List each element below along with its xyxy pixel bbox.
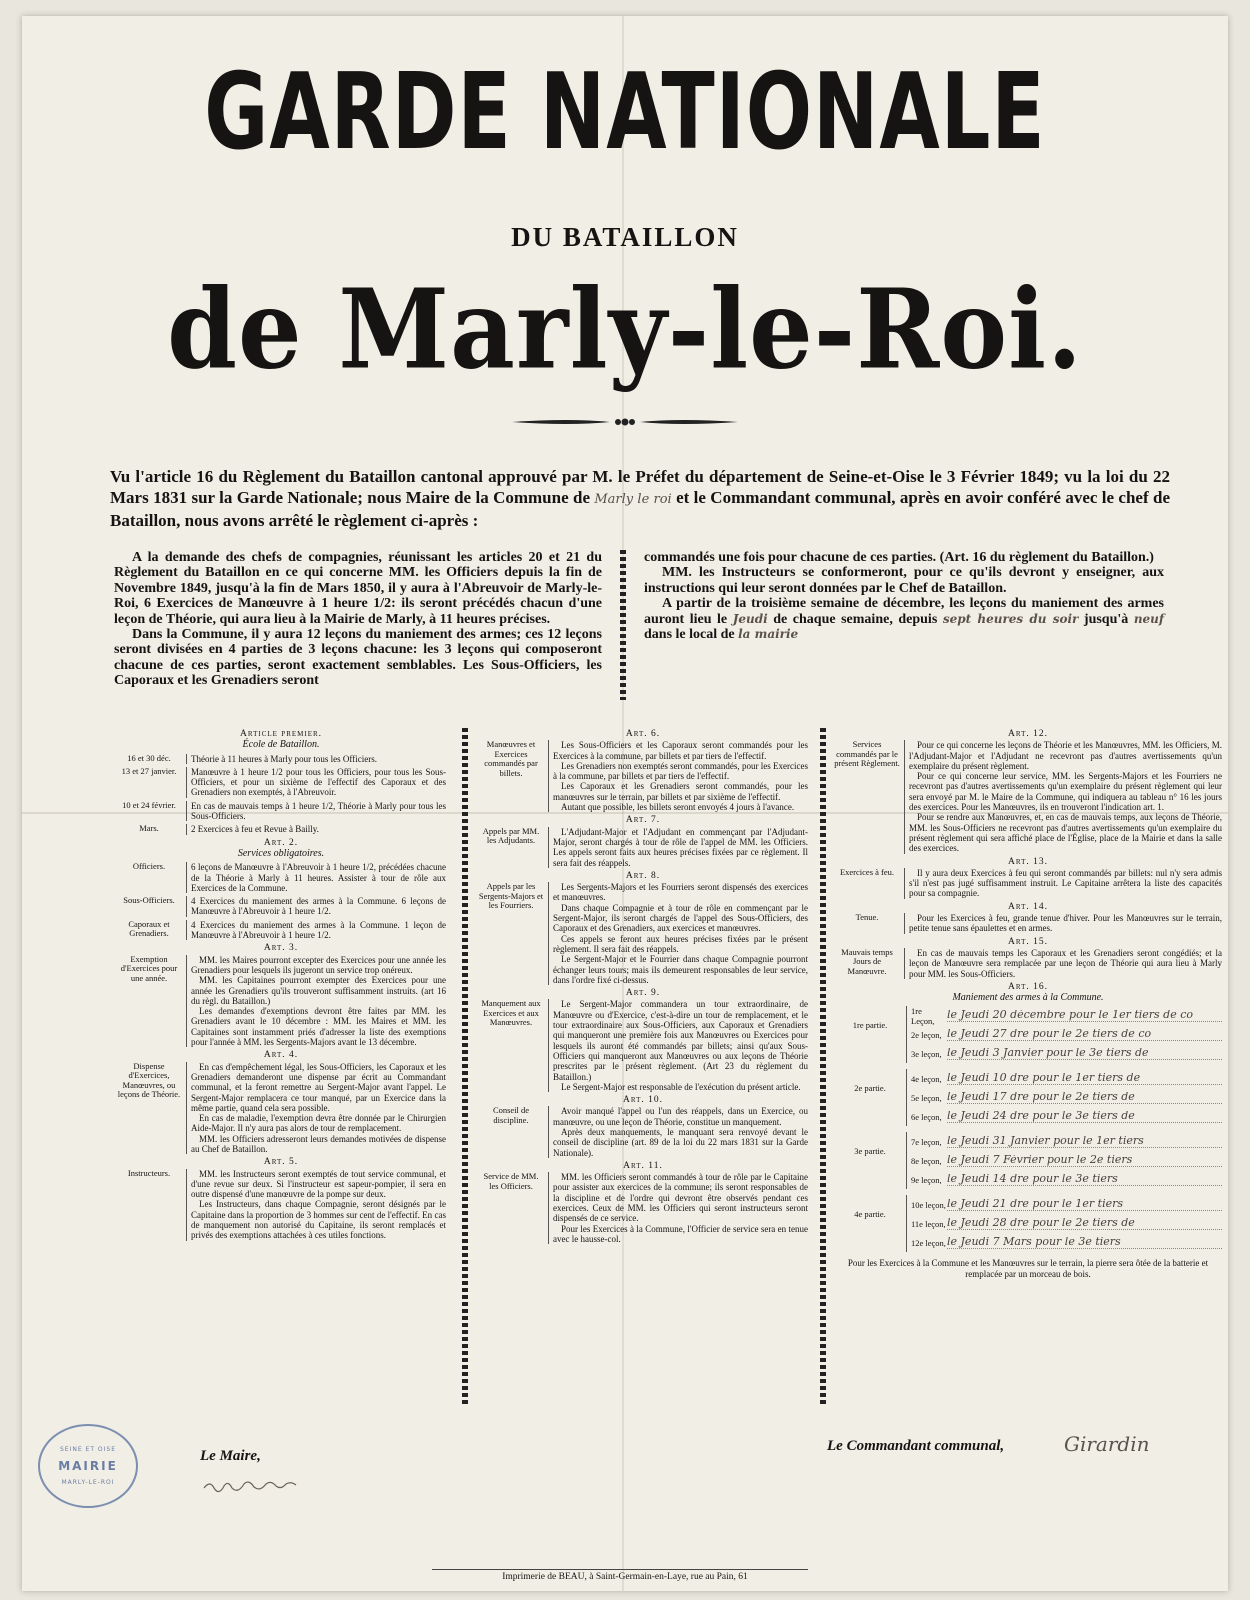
article-row — [834, 948, 1222, 979]
article-heading: Art. 3. — [263, 943, 299, 954]
row-label: Services commandés par le présent Règlement. — [834, 739, 900, 769]
article-heading: Art. 4. — [263, 1050, 299, 1061]
lesson-entry — [911, 1107, 1222, 1126]
lesson-entry — [911, 1069, 1222, 1088]
row-label: Conseil de discipline. — [492, 1105, 530, 1125]
article-row — [478, 882, 808, 985]
poster-title: GARDE NATIONALE — [204, 51, 1046, 174]
article-heading: Art. 8. — [625, 870, 661, 881]
lesson-entry — [911, 1195, 1222, 1214]
row-text — [548, 999, 808, 1092]
article-heading: Art. 11. — [623, 1160, 663, 1171]
handwritten-local: la mairie — [738, 627, 799, 642]
row-label: Tenue. — [855, 912, 879, 923]
lesson-number: 7e leçon, — [911, 1136, 942, 1147]
column-rule — [620, 550, 626, 700]
paragraph: Pour ce qui concerne les leçons de Théorie et les Manœuvres, MM. les Officiers, M. l'Adjudant-Major et l'Adjudant ne recevront pas d'autres avertissements qu'un exemplaire du présent règlement. — [909, 740, 1222, 771]
handwritten-lesson-date: le Jeudi 28 dre pour le 2e tiers de — [947, 1218, 1222, 1229]
paragraph: Autant que possible, les billets seront envoyés 4 jours à l'avance. — [561, 802, 795, 813]
article-heading: Art. 13. — [1007, 856, 1048, 867]
lesson-entry — [911, 1214, 1222, 1233]
paragraph: Les Grenadiers non exemptés seront commandés, pour les Exercices à la commune, par billets et par tiers de l'effectif. — [553, 760, 808, 782]
paragraph: Pour ce qui concerne leur service, MM. les Sergents-Majors et les Fourriers ne recevront pas d'autres avertissements qu'un exemplaire du présent règlement qui leur sera envoyé par M. le Maire de la Commune, qui indiquera au tableau n° 16 les jours des exercices. Pour les Manœuvres, ils en trouveront l'indication art. 1. — [909, 771, 1222, 813]
handwritten-lesson-date: le Jeudi 10 dre pour le 1er tiers de — [947, 1073, 1222, 1084]
row-label: Dispense d'Exercices, Manœuvres, ou leçons de Théorie. — [117, 1060, 181, 1100]
paragraph: Le Sergent-Major commandera un tour extraordinaire, de Manœuvre ou d'Exercice, c'est-à-dire un tour de remplacement, et le tour extraordinaire aux Sous-Officiers, aux Caporaux et Grenadiers qui manqueront une première fois aux Manœuvres ou Exercices pour lesquels ils auront été commandés par billets; ainsi qu'aux Sous-Officiers qui manqueront aux Manœuvres ou aux leçons de Théorie prescrites par le présent règlement. (Art 23 du règlement du Bataillon.) — [553, 999, 808, 1082]
paragraph: Ces appels se feront aux heures précises fixées par le présent règlement. Il sera fait des réappels. — [553, 933, 808, 954]
lesson-entry — [911, 1233, 1222, 1252]
article-heading: Article premier. — [239, 729, 323, 739]
lesson-number: 10e leçon, — [911, 1199, 946, 1210]
paragraph: Après deux manquements, le manquant sera renvoyé devant le conseil de discipline (art. 89 de la loi du 22 mars 1831 sur la Garde Nationale). — [553, 1126, 808, 1158]
row-text: 2 Exercices à feu et Revue à Bailly. — [186, 824, 446, 834]
paragraph: Pour les Exercices à feu, grande tenue d'hiver. Pour les Manœuvres sur le terrain, petite tenue sans épaulettes et en armes. — [909, 913, 1222, 934]
footer-rule — [432, 1569, 808, 1570]
article-row — [478, 1106, 808, 1157]
paragraph: Dans chaque Compagnie et à tour de rôle en commençant par le Sergent-Major, ils seront chargés de l'appel des Sous-Officiers, des Caporaux et des Grenadiers, aux exercices et manœuvres. — [553, 902, 808, 934]
paragraph: Les Sergents-Majors et les Fourriers seront dispensés des exercices et manœuvres. — [553, 882, 808, 903]
lesson-entry — [911, 1088, 1222, 1107]
paragraph: Les Instructeurs, dans chaque Compagnie, seront désignés par le Capitaine dans la proportion de 3 hommes sur cent de l'effectif. En cas de manquement non autorisé du Capitaine, ils seront remplacés et privés des exemptions attachées à ces utiles fonctions. — [191, 1199, 446, 1241]
paragraph: En cas d'empêchement légal, les Sous-Officiers, les Caporaux et les Grenadiers demanderont une dispense par écrit au Commandant communal, et la feront remettre au Sergent-Major avant l'appel. Le Sergent-Major remplacera ce tour manqué, par un Exercice dans la même partie, quand cela sera possible. — [191, 1061, 446, 1113]
article-heading: Art. 14. — [1007, 901, 1048, 912]
row-text — [186, 1169, 446, 1241]
intro-right-paragraph — [644, 596, 1164, 642]
article-row — [116, 1062, 446, 1155]
row-label: Mauvais temps Jours de Manœuvre. — [841, 946, 893, 976]
paragraph: En cas de mauvais temps les Caporaux et les Grenadiers seront congédiés; et la leçon de Manœuvre sera remplacée par une leçon de Théorie qui aura lieu à Marly pour MM. les Sous-Officiers. — [909, 947, 1222, 979]
handwritten-lesson-date: le Jeudi 7 Mars pour le 3e tiers — [947, 1237, 1222, 1248]
paragraph: MM. les Officiers adresseront leurs demandes motivées de dispense au Chef de Bataillon. — [191, 1133, 446, 1154]
intro-right-paragraph: commandés une fois pour chacune de ces parties. (Art. 16 du règlement du Bataillon.) — [644, 550, 1154, 565]
lesson-number: 9e leçon, — [911, 1174, 942, 1185]
handwritten-lesson-date: le Jeudi 24 dre pour le 3e tiers de — [947, 1111, 1222, 1122]
intro-left-paragraph: Dans la Commune, il y aura 12 leçons du maniement des armes; ces 12 leçons seront divisées en 4 parties de 3 leçons chacune: les 3 leçons qui composeront chacune de ces parties, seront exactement semblables. Les Sous-Officiers, les Caporaux et les Grenadiers seront — [114, 627, 602, 689]
schedule-row — [116, 801, 446, 822]
row-label: Instructeurs. — [127, 1167, 171, 1178]
lesson-number: 1re Leçon, — [911, 1005, 935, 1026]
article-heading: Art. 5. — [263, 1157, 299, 1168]
lesson-number: 5e leçon, — [911, 1092, 942, 1103]
row-text — [548, 882, 808, 985]
handwritten-lesson-date: le Jeudi 14 dre pour le 3e tiers — [947, 1174, 1222, 1185]
article-row — [834, 913, 1222, 934]
lesson-list — [906, 1195, 1222, 1252]
schedule-row — [116, 767, 446, 798]
column-rule — [462, 728, 468, 1404]
stamp-ring-text: SEINE ET OISE — [59, 1446, 116, 1453]
preamble — [110, 466, 1170, 531]
poster-place: de Marly-le-Roi. — [167, 264, 1083, 394]
article-heading: Art. 9. — [625, 988, 661, 999]
article-subheading: École de Bataillon. — [242, 739, 320, 751]
lesson-entry — [911, 1044, 1222, 1063]
paragraph: Les Sous-Officiers et les Caporaux seront commandés pour les Exercices à la commune, par billets et par tiers de l'effectif. — [553, 740, 808, 761]
lesson-entry — [911, 1151, 1222, 1170]
paragraph: Pour se rendre aux Manœuvres, et, en cas de mauvais temps, aux leçons de Théorie, MM. les Sous-Officiers ne recevront pas d'autres avertissements qu'un exemplaire du présent règlement qui sera affiché place de l'Église, place de la Mairie et dans la salle des exercices. — [909, 812, 1222, 854]
lesson-part — [834, 1006, 1222, 1063]
row-text — [904, 740, 1222, 853]
row-text — [548, 1106, 808, 1157]
schedule-row — [116, 754, 446, 764]
paragraph: Pour les Exercices à la Commune, l'Officier de service sera en tenue avec le hausse-col. — [553, 1223, 808, 1244]
handwritten-day: Jeudi — [732, 611, 768, 626]
row-label: Caporaux et Grenadiers. — [128, 918, 170, 939]
row-label: Manœuvres et Exercices commandés par billets. — [484, 739, 538, 778]
article-row — [834, 740, 1222, 853]
service-row — [116, 920, 446, 941]
row-text — [904, 913, 1222, 934]
paragraph: En cas de maladie, l'exemption devra être donnée par le Chirurgien Aide-Major. Il n'y aura pas alors de tour de remplacement. — [191, 1113, 446, 1134]
commandant-signature: Girardin — [1064, 1432, 1150, 1456]
article-heading: Art. 6. — [625, 729, 661, 739]
row-text: En cas de mauvais temps à 1 heure 1/2, Théorie à Marly pour tous les Sous-Officiers. — [186, 801, 446, 822]
paragraph: Les Caporaux et les Grenadiers seront commandés, pour les manœuvres sur le terrain, par billets et par sixième de l'effectif. — [553, 781, 808, 802]
row-label: Officiers. — [132, 861, 166, 872]
article-heading: Art. 2. — [263, 837, 299, 848]
article-heading: Art. 7. — [625, 815, 661, 826]
row-text — [186, 955, 446, 1048]
handwritten-lesson-date: le Jeudi 20 décembre pour le 1er tiers de co — [947, 1010, 1222, 1021]
article-row — [478, 740, 808, 812]
lesson-part — [834, 1195, 1222, 1252]
row-text — [904, 948, 1222, 979]
row-text — [904, 868, 1222, 899]
article-heading: Art. 10. — [622, 1095, 663, 1106]
regulation-column-2 — [478, 726, 808, 1247]
commandant-signature-label: Le Commandant communal, — [827, 1438, 1005, 1454]
lesson-number: 8e leçon, — [911, 1155, 942, 1166]
lesson-number: 2e leçon, — [911, 1029, 942, 1040]
closing-note: Pour les Exercices à la Commune et les Manœuvres sur le terrain, la pierre sera ôtée de la batterie et remplacée par un morceau de bois. — [847, 1258, 1209, 1279]
article-row — [116, 1169, 446, 1241]
lesson-number: 12e leçon, — [911, 1237, 946, 1248]
handwritten-from-hour: sept heures du soir — [942, 611, 1079, 626]
handwritten-commune: Marly le roi — [594, 492, 672, 507]
row-label: Appels par les Sergents-Majors et les Fourriers. — [478, 881, 544, 911]
article-row — [478, 1172, 808, 1244]
row-label: 13 et 27 janvier. — [121, 765, 177, 776]
text-fragment: jusqu'à — [1083, 611, 1129, 627]
paragraph: MM. les Instructeurs seront exemptés de tout service communal, et d'une revue sur deux. Si l'instructeur est sapeur-pompier, il sera en outre dispensé d'une manœuvre de la pompe sur deux. — [191, 1168, 446, 1200]
lesson-entry — [911, 1132, 1222, 1151]
handwritten-lesson-date: le Jeudi 21 dre pour le 1er tiers — [947, 1199, 1222, 1210]
row-text — [548, 827, 808, 868]
schedule-row — [116, 824, 446, 834]
lesson-number: 4e leçon, — [911, 1073, 942, 1084]
row-label: Mars. — [139, 823, 159, 834]
paragraph: Les demandes d'exemptions devront être faites par MM. les Grenadiers avant le 10 décembre : MM. les Maires et MM. les Capitaines sont instamment priés d'adresser la liste des exemptions pour l'année à MM. les Sergents-Majors avant le 13 décembre. — [191, 1006, 446, 1048]
paragraph: MM. les Officiers seront commandés à tour de rôle par le Capitaine pour assister aux exercices de la commune; ils seront responsables de la discipline et de l'ordre qui devront être observés pendant ces exercices. Ceux de MM. les Officiers qui seront instructeurs seront dispensés de ce service. — [553, 1172, 808, 1224]
column-rule — [820, 728, 826, 1404]
lesson-number: 6e leçon, — [911, 1111, 942, 1122]
stamp-bottom-text: MARLY-LE-ROI — [61, 1479, 115, 1486]
maire-signature-label: Le Maire, — [200, 1448, 261, 1464]
regulation-column-3 — [834, 726, 1222, 1279]
preamble-text-1: Vu l'article 16 du Règlement du Bataillon cantonal approuvé par M. le Préfet du département de Seine-et-Oise le 3 Février 1849; vu la loi du 22 Mars 1831 sur la Garde Nationale; nous Maire de la Commune de — [110, 467, 1170, 507]
lesson-number: 11e leçon, — [911, 1218, 946, 1229]
handwritten-lesson-date: le Jeudi 27 dre pour le 2e tiers de co — [947, 1029, 1222, 1040]
article-heading: Art. 16. — [1007, 981, 1048, 992]
lesson-list — [906, 1132, 1222, 1189]
article-row — [116, 955, 446, 1048]
intro-left-paragraph: A la demande des chefs de compagnies, réunissant les articles 20 et 21 du Règlement du Bataillon en ce qui concerne MM. les Officiers depuis la fin de Novembre 1849, jusqu'à la fin de Mars 1850, il y aura à l'Abreuvoir de Marly-le-Roi, 6 Exercices de Manœuvre à 1 heure 1/2: ils seront précédés chacun d'une leçon de Théorie, qui aura lieu à la Mairie de Marly, à 11 heures précises. — [114, 550, 602, 627]
article-heading: Art. 15. — [1007, 936, 1048, 947]
text-fragment: A partir de la troisième semaine de décembre, les leçons du maniement des armes auront lieu le — [644, 596, 1164, 627]
paragraph: Le Sergent-Major et le Fourrier dans chaque Compagnie pourront échanger leurs tours; mais ils demeurent responsables de leur service, dans l'ordre fixé ci-dessus. — [553, 954, 808, 985]
intro-right-paragraph: MM. les Instructeurs se conformeront, pour ce qu'ils devront y enseigner, aux instructions qui leur seront données par le Chef de Bataillon. — [644, 565, 1164, 596]
article-heading: Art. 12. — [1007, 729, 1048, 739]
poster-subtitle: DU BATAILLON — [511, 222, 739, 252]
row-label: Sous-Officiers. — [123, 895, 175, 906]
row-text: 6 leçons de Manœuvre à l'Abreuvoir à 1 heure 1/2, précédées chacune de la Théorie à Marly à 11 heures. Assister à tour de rôle aux Exercices de la Commune. — [186, 862, 446, 893]
row-label: Exemption d'Exercices pour une année. — [120, 953, 178, 983]
intro-left-column — [114, 550, 602, 689]
paragraph: MM. les Capitaines pourront exempter des Exercices pour une année les Grenadiers qu'ils trouveront suffisamment instruits. (art 16 du règl. du Bataillon.) — [191, 975, 446, 1006]
handwritten-to-hour: neuf — [1133, 611, 1165, 626]
lesson-entry — [911, 1006, 1222, 1025]
part-label: 2e partie. — [854, 1083, 886, 1094]
row-text — [548, 1172, 808, 1244]
row-text: 4 Exercices du maniement des armes à la Commune. 1 leçon de Manœuvre à l'Abreuvoir à 1 heure 1/2. — [186, 920, 446, 941]
lesson-part — [834, 1069, 1222, 1126]
article-row — [478, 827, 808, 868]
paragraph: Avoir manqué l'appel ou l'un des réappels, dans un Exercice, ou manœuvre, ou une leçon de Théorie, constitue un manquement. — [553, 1106, 808, 1127]
row-label: Manquement aux Exercices et aux Manœuvres. — [481, 998, 541, 1028]
lesson-list — [906, 1006, 1222, 1063]
intro-right-column — [644, 550, 1164, 642]
article-row — [834, 868, 1222, 899]
part-label: 3e partie. — [854, 1146, 886, 1157]
part-label: 1re partie. — [852, 1020, 888, 1031]
service-row — [116, 896, 446, 917]
row-label: Service de MM. les Officiers. — [483, 1171, 539, 1191]
row-text — [186, 1062, 446, 1155]
row-label: Exercices à feu. — [839, 866, 895, 877]
paragraph: Il y aura deux Exercices à feu qui seront commandés par billets: nul n'y sera admis s'il n'est pas jugé suffisamment instruit. Le Capitaine arrêtera la liste des capacités pour sa compagnie. — [909, 867, 1222, 899]
mairie-stamp — [38, 1424, 138, 1508]
paragraph: Le Sergent-Major est responsable de l'exécution du présent article. — [561, 1081, 801, 1092]
text-fragment: de chaque semaine, depuis — [773, 611, 938, 627]
paragraph: MM. les Maires pourront excepter des Exercices pour une année les Grenadiers pour lesquels ils jugeront un service trop onéreux. — [191, 954, 446, 975]
row-text: Manœuvre à 1 heure 1/2 pour tous les Officiers, pour tous les Sous-Officiers, et pour un sixième de l'effectif des Caporaux et des Grenadiers non exemptés, à l'Abreuvoir. — [186, 767, 446, 798]
poster-sheet — [22, 16, 1228, 1591]
preamble-text-2: et le Commandant communal, après en avoir conféré avec le chef de Bataillon, nous avons arrêté le règlement ci-après : — [110, 488, 1171, 530]
stamp-center-text: MAIRIE — [58, 1459, 118, 1473]
maire-signature-scribble — [202, 1476, 312, 1496]
row-label: 16 et 30 déc. — [127, 752, 171, 763]
paragraph: L'Adjudant-Major et l'Adjudant en commençant par l'Adjudant-Major, seront chargés à tour de rôle de l'appel de MM. les Officiers. Les appels seront faits aux heures précises fixées par ce règlement. Il sera fait des réappels. — [553, 826, 808, 868]
lesson-entry — [911, 1170, 1222, 1189]
handwritten-lesson-date: le Jeudi 7 Février pour le 2e tiers — [947, 1155, 1222, 1166]
article-subheading: Services obligatoires. — [237, 847, 325, 859]
lesson-entry — [911, 1025, 1222, 1044]
row-text — [548, 740, 808, 812]
printer-imprint: Imprimerie de BEAU, à Saint-Germain-en-Laye, rue au Pain, 61 — [502, 1572, 748, 1582]
article-row — [478, 999, 808, 1092]
row-label: Appels par MM. les Adjudants. — [482, 825, 540, 846]
row-text: Théorie à 11 heures à Marly pour tous les Officiers. — [186, 754, 446, 764]
handwritten-lesson-date: le Jeudi 17 dre pour le 2e tiers de — [947, 1092, 1222, 1103]
lesson-number: 3e leçon, — [911, 1048, 942, 1059]
lesson-list — [906, 1069, 1222, 1126]
row-label: 10 et 24 février. — [122, 799, 176, 810]
article-subheading: Maniement des armes à la Commune. — [952, 992, 1104, 1004]
lesson-part — [834, 1132, 1222, 1189]
service-row — [116, 862, 446, 893]
row-text: 4 Exercices du maniement des armes à la Commune. 6 leçons de Manœuvre à l'Abreuvoir à 1 heure 1/2. — [186, 896, 446, 917]
handwritten-lesson-date: le Jeudi 31 Janvier pour le 1er tiers — [947, 1136, 1222, 1147]
part-label: 4e partie. — [854, 1209, 886, 1220]
handwritten-lesson-date: le Jeudi 3 Janvier pour le 3e tiers de — [947, 1048, 1222, 1059]
ornament-divider — [510, 416, 740, 428]
text-fragment: dans le local de — [644, 627, 735, 643]
regulation-column-1 — [116, 726, 446, 1244]
